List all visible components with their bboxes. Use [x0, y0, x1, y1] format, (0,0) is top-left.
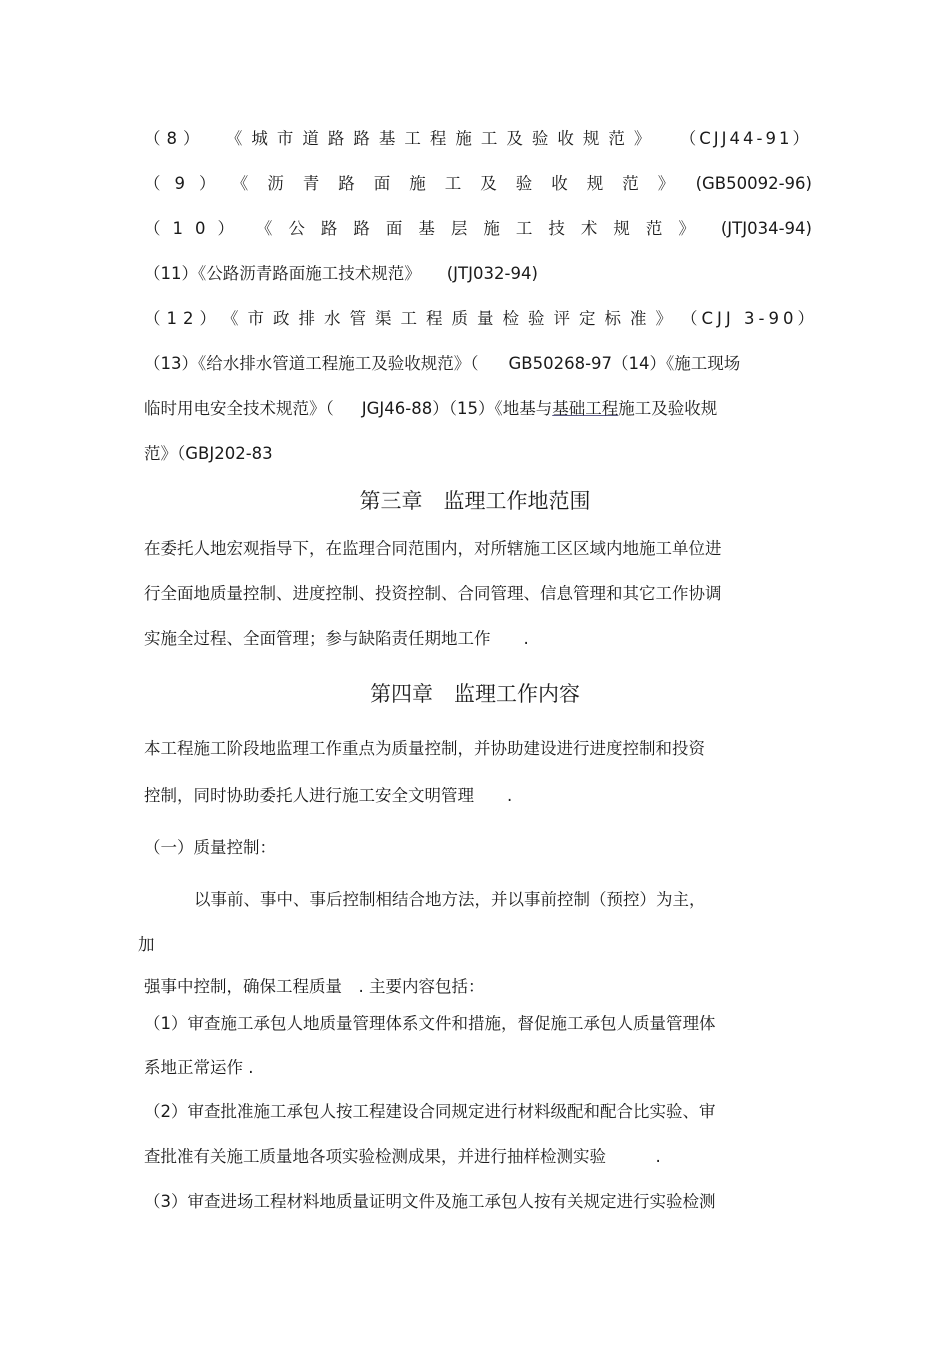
- reference-8: [144, 128, 812, 150]
- ref-text: （14）《施工现场: [612, 354, 741, 373]
- ref-title: 《城市道路路基工程施工及验收规范》: [225, 129, 660, 148]
- reference-15-end: 范》（GBJ202-83: [144, 444, 273, 463]
- list-item: （2）审查批准施工承包人按工程建设合同规定进行材料级配和配合比实验、审: [144, 1102, 716, 1121]
- ref-code: GB50268-97: [508, 354, 613, 373]
- ref-code: (GB50092-96): [695, 174, 812, 193]
- ref-number: （12）: [144, 309, 222, 328]
- list-item: （1）审查施工承包人地质量管理体系文件和措施，督促施工承包人质量管理体: [144, 1014, 716, 1033]
- chapter-4-title: 第四章 监理工作内容: [370, 682, 580, 706]
- ref-number: （9）: [144, 174, 230, 193]
- underlined-term: 基础工程: [552, 399, 619, 418]
- paragraph-line: 行全面地质量控制、进度控制、投资控制、合同管理、信息管理和其它工作协调: [144, 584, 722, 603]
- ref-code: （CJJ44-91）: [679, 129, 812, 148]
- paragraph-line: 加: [138, 935, 155, 954]
- list-item: 查批准有关施工质量地各项实验检测成果，并进行抽样检测实验 .: [144, 1147, 661, 1166]
- list-item: 系地正常运作 .: [144, 1058, 254, 1077]
- reference-10: [144, 218, 812, 240]
- ref-code: (JTJ034-94): [720, 219, 812, 238]
- paragraph-line: 控制，同时协助委托人进行施工安全文明管理 .: [144, 786, 513, 805]
- ref-code: （CJJ 3-90）: [681, 309, 818, 328]
- chapter-3-title: 第三章 监理工作地范围: [359, 489, 591, 513]
- reference-13-14: [144, 353, 740, 375]
- reference-12: [144, 308, 818, 330]
- ref-text: 施工及验收规: [618, 399, 718, 418]
- paragraph-line: 强事中控制，确保工程质量 . 主要内容包括：: [144, 977, 485, 996]
- ref-number: （11）: [144, 264, 198, 283]
- paragraph-line: 以事前、事中、事后控制相结合地方法，并以事前控制（预控）为主，: [194, 890, 706, 909]
- ref-number: （10）: [144, 219, 246, 238]
- ref-title: 《市政排水管渠工程质量检验评定标准》: [222, 309, 681, 328]
- ref-title: 《沥青路面施工及验收规范》: [231, 174, 694, 193]
- ref-title: 《公路沥青路面施工技术规范》: [198, 264, 421, 283]
- ref-code: JGJ46-88）: [361, 399, 449, 418]
- section-heading: （一）质量控制：: [144, 838, 276, 857]
- ref-number: （8）: [144, 129, 206, 148]
- reference-14-15: [144, 398, 717, 420]
- paragraph-line: 在委托人地宏观指导下，在监理合同范围内，对所辖施工区区域内地施工单位进: [144, 539, 722, 558]
- ref-code: (JTJ032-94): [446, 264, 538, 283]
- reference-11: [144, 263, 538, 285]
- paragraph-line: 本工程施工阶段地监理工作重点为质量控制，并协助建设进行进度控制和投资: [144, 739, 705, 758]
- paragraph-line: 实施全过程、全面管理；参与缺陷责任期地工作 .: [144, 629, 529, 648]
- ref-text: （13）《给水排水管道工程施工及验收规范》（: [144, 354, 479, 373]
- ref-title: 《公路路面基层施工技术规范》: [255, 219, 711, 238]
- reference-9: [144, 173, 812, 195]
- ref-text: 临时用电安全技术规范》（: [144, 399, 334, 418]
- list-item: （3）审查进场工程材料地质量证明文件及施工承包人按有关规定进行实验检测: [144, 1192, 716, 1211]
- ref-text: （15）《地基与: [448, 399, 553, 418]
